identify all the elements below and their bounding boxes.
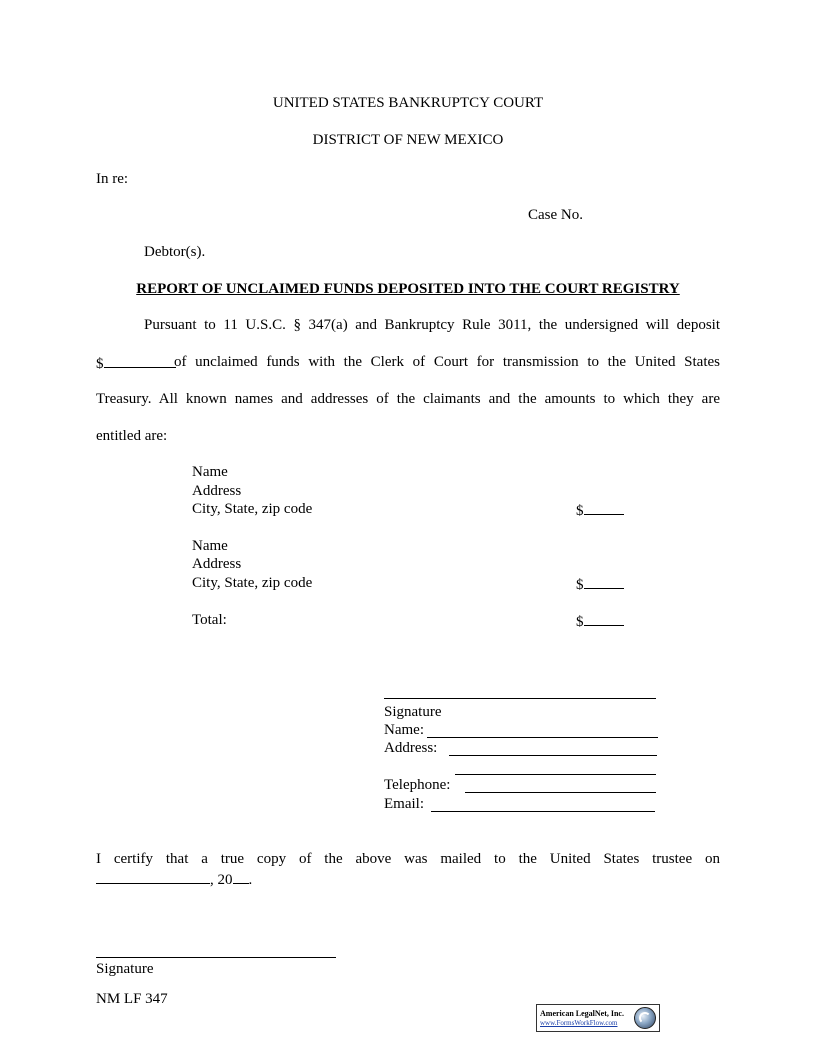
total-dollar: $ (576, 614, 584, 630)
certify-year-blank[interactable] (233, 869, 249, 884)
deposit-amount-blank[interactable] (104, 353, 176, 368)
name-label: Name: (384, 722, 424, 738)
claimant-1-city: City, State, zip code (192, 501, 313, 517)
email-field[interactable] (431, 811, 655, 812)
claimant-1-dollar: $ (576, 503, 584, 519)
claimant-1-amount-field[interactable] (576, 500, 624, 520)
claimant-1-name: Name (192, 464, 228, 480)
body-line-4: entitled are: (96, 428, 168, 444)
certify-period: . (248, 872, 253, 888)
form-id: NM LF 347 (96, 991, 168, 1007)
debtors-label: Debtor(s). (144, 244, 206, 260)
claimant-2-city: City, State, zip code (192, 575, 313, 591)
claimant-2-amount-blank[interactable] (584, 574, 624, 589)
footer-signature-label: Signature (96, 961, 154, 977)
telephone-field[interactable] (465, 792, 656, 793)
body-line-2: of unclaimed funds with the Clerk of Court for transmission to the United States (174, 354, 720, 370)
globe-icon (634, 1007, 656, 1029)
case-no-label: Case No. (528, 207, 583, 223)
body-line-3: Treasury. All known names and addresses of the claimants and the amounts to which they are (96, 391, 720, 407)
signature-line[interactable] (384, 698, 656, 699)
claimant-2-address: Address (192, 556, 242, 572)
total-amount-blank[interactable] (584, 611, 624, 626)
deposit-amount-field[interactable] (96, 353, 176, 373)
body-line-1: Pursuant to 11 U.S.C. § 347(a) and Bankruptcy Rule 3011, the undersigned will deposit (144, 317, 720, 333)
in-re-label: In re: (96, 171, 129, 187)
report-title: REPORT OF UNCLAIMED FUNDS DEPOSITED INTO THE COURT REGISTRY (136, 281, 680, 297)
total-label: Total: (192, 612, 227, 628)
total-amount-field[interactable] (576, 611, 624, 631)
american-legalnet-logo[interactable] (536, 1004, 660, 1032)
court-name: UNITED STATES BANKRUPTCY COURT (272, 95, 544, 111)
claimant-2-name: Name (192, 538, 228, 554)
dollar-sign: $ (96, 356, 104, 372)
certify-date-blank[interactable] (96, 869, 210, 884)
email-label: Email: (384, 796, 424, 812)
certify-date-field[interactable] (96, 869, 252, 889)
address-field-1[interactable] (449, 755, 657, 756)
claimant-1-address: Address (192, 483, 242, 499)
address-field-2[interactable] (455, 774, 656, 775)
claimant-1-amount-blank[interactable] (584, 500, 624, 515)
telephone-label: Telephone: (384, 777, 451, 793)
claimant-2-amount-field[interactable] (576, 574, 624, 594)
address-label: Address: (384, 740, 438, 756)
certify-year-prefix: , 20 (210, 872, 233, 888)
signature-label: Signature (384, 704, 442, 720)
footer-signature-line[interactable] (96, 957, 336, 958)
district-name: DISTRICT OF NEW MEXICO (312, 132, 504, 148)
name-field[interactable] (427, 737, 658, 738)
certify-line-1: I certify that a true copy of the above was mailed to the United States trustee on (96, 851, 720, 867)
logo-url[interactable]: www.FormsWorkFlow.com (540, 1019, 618, 1027)
logo-company: American LegalNet, Inc. (540, 1009, 624, 1018)
claimant-2-dollar: $ (576, 577, 584, 593)
